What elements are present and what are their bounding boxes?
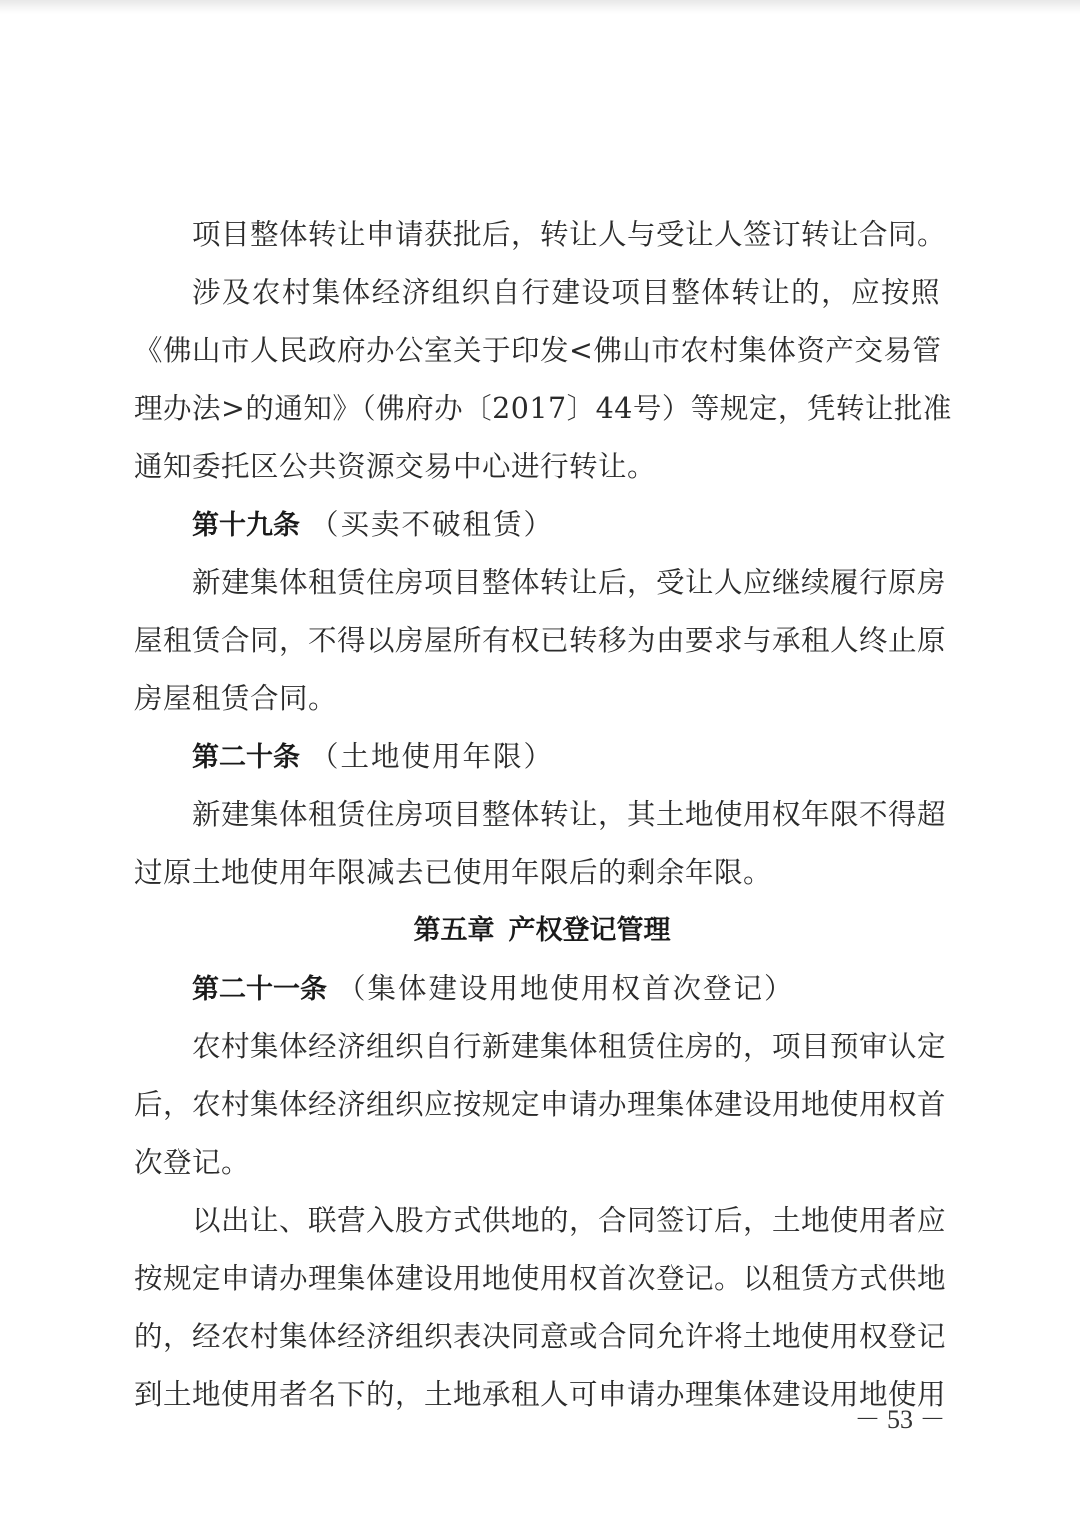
article-number: 第二十条 [192,742,300,773]
paragraph-line: 涉及农村集体经济组织自行建设项目整体转让的，应按照 [192,276,940,309]
page-number: － 53 － [854,1405,946,1434]
article-topic: （集体建设用地使用权首次登记） [337,972,795,1005]
chapter-heading [134,902,940,960]
paragraph-line: 后，农村集体经济组织应按规定申请办理集体建设用地使用权首 [134,1088,947,1121]
article-topic: （买卖不破租赁） [310,508,555,541]
document-body [134,206,952,1424]
paragraph-line: 到土地使用者名下的，土地承租人可申请办理集体建设用地使用 [134,1378,947,1411]
chapter-number: 第五章 [413,915,495,946]
paragraph-line: 项目整体转让申请获批后，转让人与受让人签订转让合同。 [192,218,947,251]
paragraph-line: 房屋租赁合同。 [134,682,338,715]
paragraph-line: 按规定申请办理集体建设用地使用权首次登记。以租赁方式供地 [134,1262,947,1295]
chapter-title: 产权登记管理 [508,915,671,946]
article-heading-19 [134,496,940,554]
paragraph-line: 屋租赁合同，不得以房屋所有权已转移为由要求与承租人终止原 [134,624,947,657]
paragraph-line: 新建集体租赁住房项目整体转让，其土地使用权年限不得超 [192,798,947,831]
paragraph-line: 的，经农村集体经济组织表决同意或合同允许将土地使用权登记 [134,1320,947,1353]
paragraph-line: 过原土地使用年限减去已使用年限后的剩余年限。 [134,856,773,889]
article-topic: （土地使用年限） [310,740,555,773]
paragraph-line: 新建集体租赁住房项目整体转让后，受让人应继续履行原房 [192,566,947,599]
paragraph-line: 《佛山市人民政府办公室关于印发<佛山市农村集体资产交易管 [134,334,942,367]
paragraph-line: 以出让、联营入股方式供地的，合同签订后，土地使用者应 [192,1204,947,1237]
scan-top-edge [0,0,1080,14]
paragraph-line: 理办法>的通知》（佛府办〔2017〕44号）等规定，凭转让批准 [134,392,952,425]
paragraph-line: 次登记。 [134,1146,251,1179]
paragraph-line: 通知委托区公共资源交易中心进行转让。 [134,450,657,483]
article-heading-21 [134,960,940,1018]
article-number: 第二十一条 [192,974,327,1005]
article-heading-20 [134,728,940,786]
paragraph-line: 农村集体经济组织自行新建集体租赁住房的，项目预审认定 [192,1030,947,1063]
article-number: 第十九条 [192,510,300,541]
